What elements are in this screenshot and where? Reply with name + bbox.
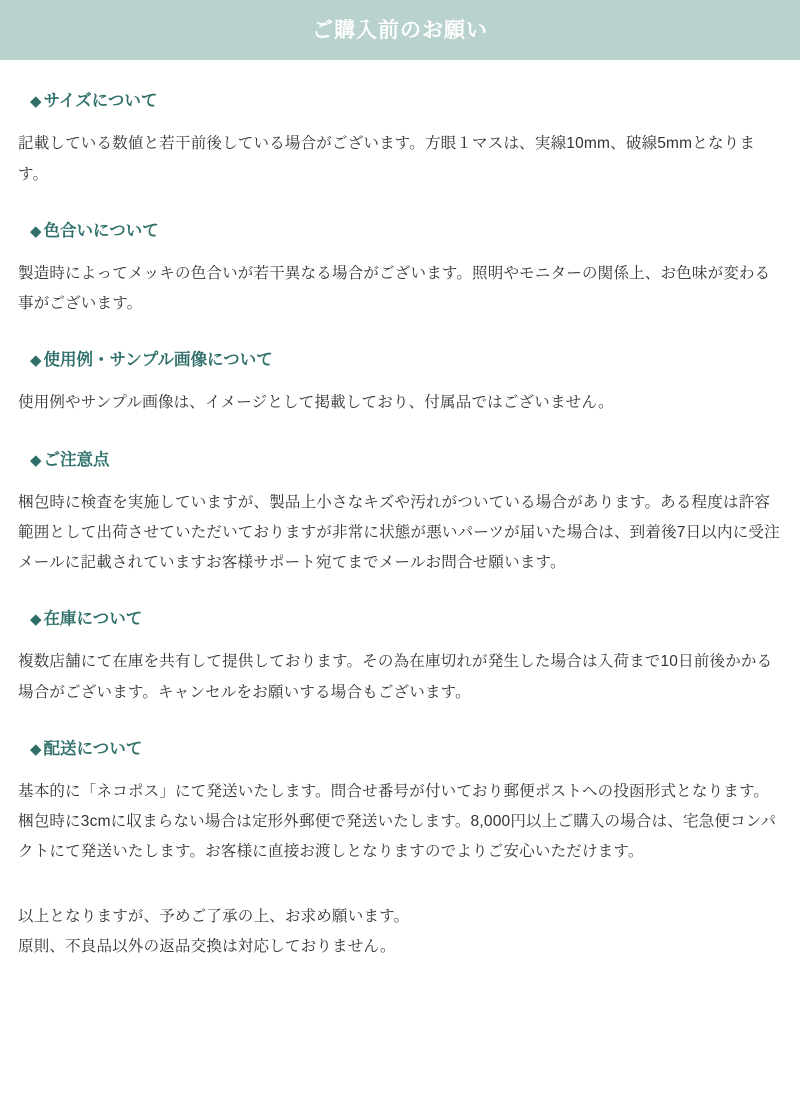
- closing-note: [18, 902, 782, 962]
- section-heading-label: 色合いについて: [43, 221, 159, 240]
- section-stock: [18, 608, 782, 708]
- section-paragraph: 梱包時に検査を実施していますが、製品上小さなキズや汚れがついている場合があります。ある程度は許容範囲として出荷させていただいておりますが非常に状態が悪いパーツが届いた場合は、到着後7日以内に受注メールに記載されていますお客様サポート宛てまでメールお問合せ願います。: [18, 493, 780, 572]
- section-heading-label: ご注意点: [43, 450, 110, 469]
- notice-content: [0, 90, 800, 962]
- section-heading-label: サイズについて: [43, 92, 158, 111]
- closing-note-line-2: 原則、不良品以外の返品交換は対応しておりません。: [18, 937, 396, 955]
- section-body: [18, 777, 782, 868]
- section-heading: [30, 90, 782, 113]
- section-paragraph: 記載している数値と若干前後している場合がございます。方眼１マスは、実線10mm、破線5mmとなります。: [18, 135, 756, 183]
- section-color: [18, 220, 782, 320]
- section-heading: [30, 349, 782, 372]
- page-title: ご購入前のお願い: [0, 0, 800, 60]
- section-body: [18, 647, 782, 707]
- diamond-bullet-icon: ◆: [30, 93, 42, 111]
- section-heading: [30, 738, 782, 761]
- section-heading: [30, 608, 782, 631]
- diamond-bullet-icon: ◆: [30, 222, 42, 240]
- section-body: [18, 259, 782, 319]
- section-sample-images: [18, 349, 782, 418]
- diamond-bullet-icon: ◆: [30, 352, 42, 370]
- section-shipping: [18, 738, 782, 868]
- section-body: [18, 129, 782, 189]
- section-body: [18, 388, 782, 418]
- closing-note-line-1: 以上となりますが、予めご了承の上、お求め願います。: [18, 907, 410, 925]
- section-body: [18, 488, 782, 579]
- section-heading-label: 在庫について: [43, 610, 143, 629]
- section-heading-label: 使用例・サンプル画像について: [43, 351, 273, 370]
- diamond-bullet-icon: ◆: [30, 611, 42, 629]
- section-paragraph: 製造時によってメッキの色合いが若干異なる場合がございます。照明やモニターの関係上、お色味が変わる事がございます。: [18, 264, 771, 313]
- diamond-bullet-icon: ◆: [30, 451, 42, 469]
- section-paragraph: 複数店舗にて在庫を共有して提供しております。その為在庫切れが発生した場合は入荷まで10日前後かかる場合がございます。キャンセルをお願いする場合もございます。: [18, 653, 773, 701]
- section-paragraph: 使用例やサンプル画像は、イメージとして掲載しており、付属品ではございません。: [18, 394, 614, 412]
- section-paragraph: 基本的に「ネコポス」にて発送いたします。問合せ番号が付いており郵便ポストへの投函形式となります。梱包時に3cmに収まらない場合は定形外郵便で発送いたします。8,000円以上ご購入の場合は、宅急便コンパクトにて発送いたします。お客様に直接お渡しとなりますのでよりご安心いただけます。: [18, 782, 777, 861]
- section-heading: [30, 220, 782, 243]
- diamond-bullet-icon: ◆: [30, 740, 42, 758]
- section-heading: [30, 449, 782, 472]
- section-heading-label: 配送について: [43, 739, 143, 758]
- section-size: [18, 90, 782, 190]
- section-cautions: [18, 449, 782, 579]
